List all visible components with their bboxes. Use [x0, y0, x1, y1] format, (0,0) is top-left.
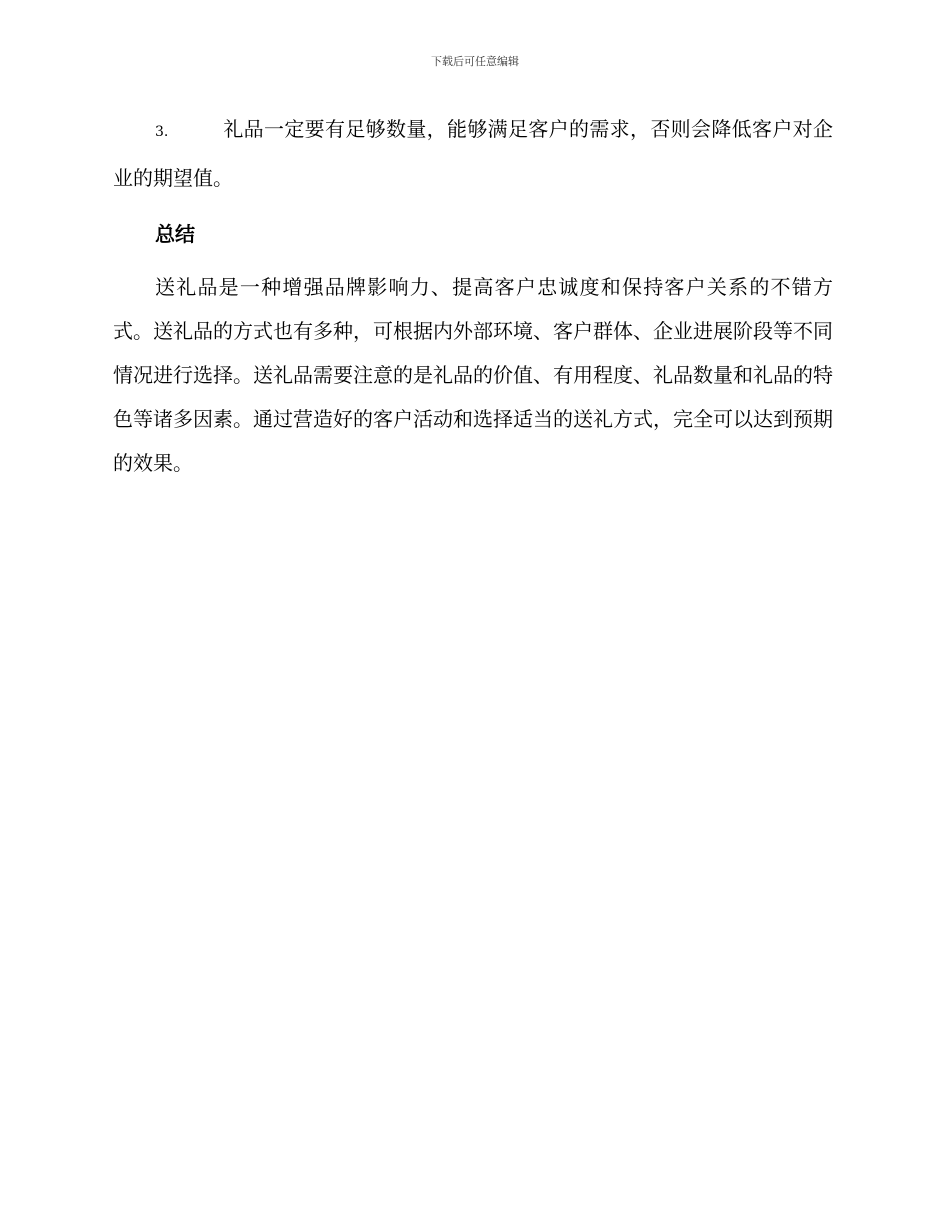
list-item-text: 礼品一定要有足够数量，能够满足客户的需求，否则会降低客户对企业的期望值。: [113, 117, 833, 190]
page-header: 下载后可任意编辑: [431, 55, 519, 68]
document-body: [113, 106, 833, 485]
summary-paragraph: 送礼品是一种增强品牌影响力、提高客户忠诚度和保持客户关系的不错方式。送礼品的方式也有多种，可根据内外部环境、客户群体、企业进展阶段等不同情况进行选择。送礼品需要注意的是礼品的价值、有用程度、礼品数量和礼品的特色等诸多因素。通过营造好的客户活动和选择适当的送礼方式，完全可以达到预期的效果。: [113, 275, 833, 475]
section-heading: 总结: [155, 222, 195, 246]
list-item-number: 3.: [155, 124, 169, 140]
list-item: [113, 106, 833, 201]
